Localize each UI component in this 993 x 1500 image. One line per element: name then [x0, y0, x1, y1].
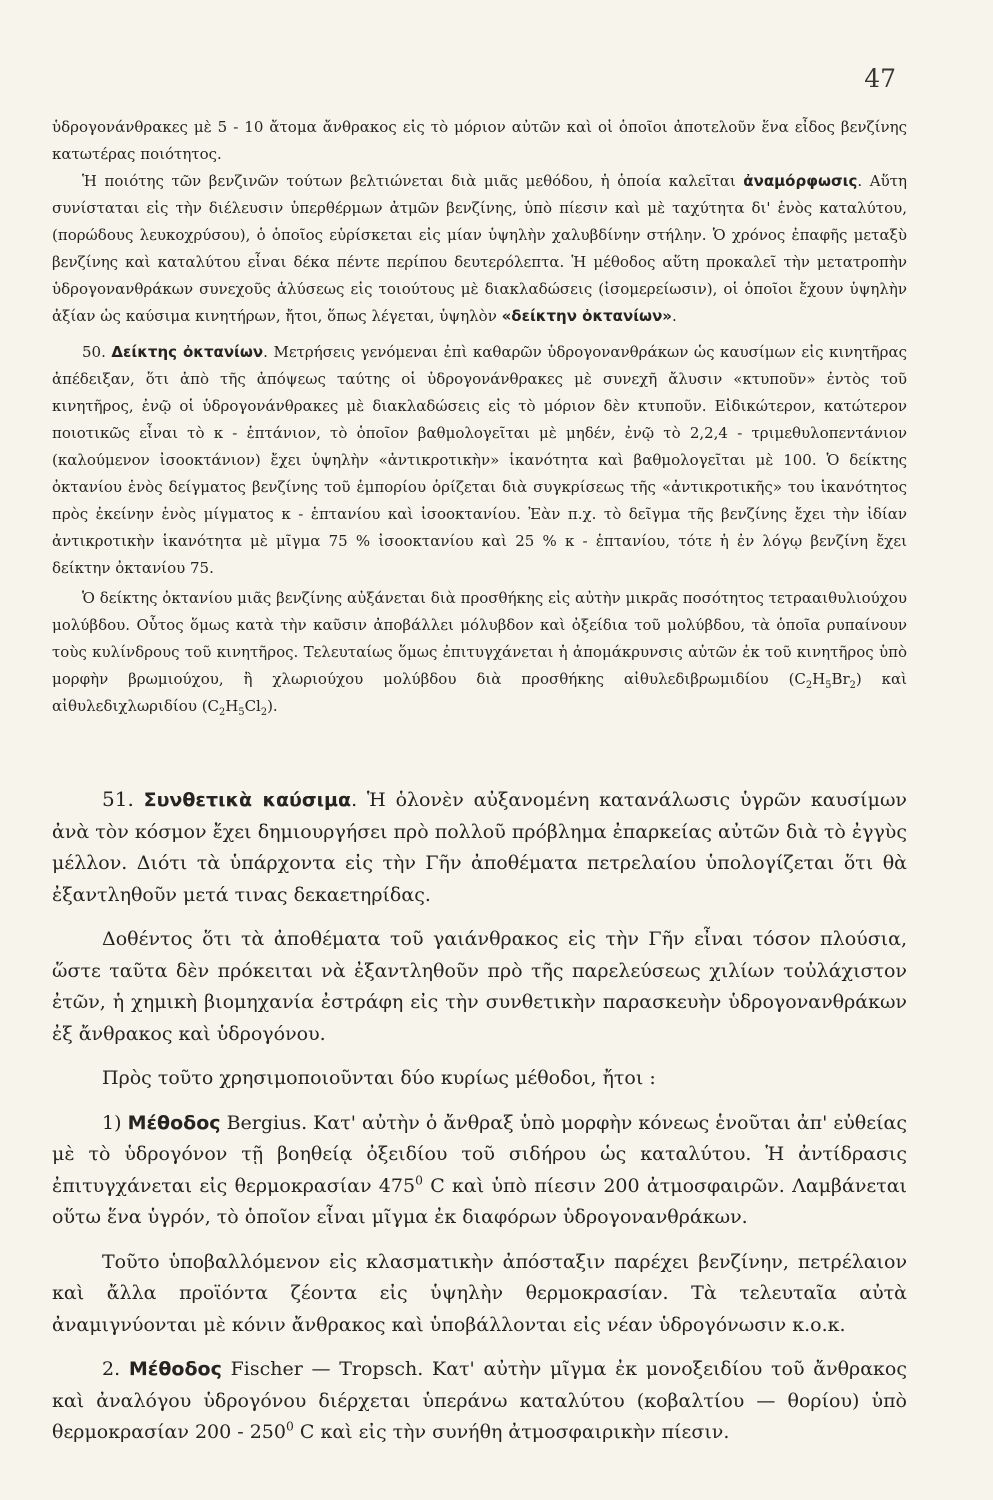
page-number: 47	[864, 64, 896, 93]
section-51-synthetic-fuels: 51. Συνθετικὰ καύσιμα. Ἡ ὁλονὲν αὐξανομένη κατανάλωσις ὑγρῶν καυσίμων ἀνὰ τὸν κόσμον ἔχει δημιουργήσει πρὸ πολλοῦ πρόβλημα ἐπαρκείας αὐτῶν διὰ τὸ ἐγγὺς μέλλον. Διότι τὰ ὑπάρχοντα εἰς τὴν Γῆν ἀποθέματα πετρελαίου ὑπολογίζεται ὅτι θὰ ἐξαντληθοῦν μετά τινας δεκαετηρίδας.	[52, 787, 907, 906]
section-51-title: Συνθετικὰ καύσιμα	[143, 789, 352, 811]
paragraph-fractional-distillation: Τοῦτο ὑποβαλλόμενον εἰς κλασματικὴν ἀπόσταξιν παρέχει βενζίνην, πετρέλαιον καὶ ἄλλα προϊόντα ζέοντα εἰς ὑψηλὴν θερμοκρασίαν. Τὰ τελευταῖα αὐτὰ ἀναμιγνύονται μὲ κόνιν ἄνθρακος καὶ ὑποβάλλονται εἰς νέαν ὑδρογόνωσιν κ.ο.κ.	[52, 1250, 907, 1336]
small-print-section	[52, 114, 907, 720]
paragraph-gasoline-quality: ὑδρογονάνθρακες μὲ 5 - 10 ἄτομα ἄνθρακος εἰς τὸ μόριον αὐτῶν καὶ οἱ ὁποῖοι ἀποτελοῦν ἕνα εἶδος βενζίνης κατωτέρας ποιότητος.	[52, 118, 907, 163]
method-fischer-tropsch-name: Fischer — Tropsch	[230, 1358, 418, 1380]
paragraph-reforming: Ἡ ποιότης τῶν βενζινῶν τούτων βελτιώνεται διὰ μιᾶς μεθόδου, ἡ ὁποία καλεῖται ἀναμόρφωσις. Αὕτη συνίσταται εἰς τὴν διέλευσιν ὑπερθέρμων ἀτμῶν βενζίνης, ὑπὸ πίεσιν καὶ μὲ ταχύτητα δι' ἑνὸς καταλύτου, (πορώδους λευκοχρύσου), ὁ ὁποῖος εὑρίσκεται εἰς μίαν ὑψηλὴν χαλυβδίνην στήλην. Ὁ χρόνος ἐπαφῆς μεταξὺ βενζίνης καὶ καταλύτου εἶναι δέκα πέντε περίπου δευτερόλεπτα. Ἡ μέθοδος αὕτη προκαλεῖ τὴν μετατροπὴν ὑδρογονανθράκων συνεχοῦς ἁλύσεως εἰς τοιούτους μὲ διακλαδώσεις (ἰσομερείωσιν), οἱ ὁποῖοι ἔχουν ὑψηλὴν ἀξίαν ὡς καύσιμα κινητήρων, ἤτοι, ὅπως λέγεται, ὑψηλὸν «δείκτην ὀκτανίων».	[52, 172, 907, 325]
term-octane-index: «δείκτην ὀκτανίων»	[501, 307, 672, 325]
method-fischer-tropsch-title: Μέθοδος	[128, 1358, 222, 1380]
section-50-octane-index: 50. Δείκτης ὀκτανίων. Μετρήσεις γενόμεναι ἐπὶ καθαρῶν ὑδρογονανθράκων ὡς καυσίμων εἰς κινητῆρας ἀπέδειξαν, ὅτι ἀπὸ τῆς ἀπόψεως ταύτης οἱ ὑδρογονάνθρακες μὲ συνεχῆ ἄλυσιν «κτυποῦν» ἐντὸς τοῦ κινητῆρος, ἐνῷ οἱ ὑδρογονάνθρακες μὲ διακλαδώσεις εἰς τὸ μόριον δὲν κτυποῦν. Εἰδικώτερον, κατώτερον ποιοτικῶς εἶναι τὸ κ - ἑπτάνιον, τὸ ὁποῖον βαθμολογεῖται μὲ μηδέν, ἐνῷ τὸ 2,2,4 - τριμεθυλοπεντάνιον (καλούμενον ἰσοοκτάνιον) ἔχει ὑψηλὴν «ἀντικροτικὴν» ἱκανότητα καὶ βαθμολογεῖται μὲ 100. Ὁ δείκτης ὀκτανίου ἑνὸς δείγματος βενζίνης τοῦ ἐμπορίου ὁρίζεται διὰ συγκρίσεως τῆς «ἀντικροτικῆς» του ἱκανότητος πρὸς ἐκείνην ἑνὸς μίγματος κ - ἑπτανίου καὶ ἰσοοκτανίου. Ἐὰν π.χ. τὸ δεῖγμα τῆς βενζίνης ἔχει τὴν ἰδίαν ἀντικροτικὴν ἱκανότητα μὲ μῖγμα 75 % ἰσοοκτανίου καὶ 25 % κ - ἑπτανίου, τότε ἡ ἐν λόγῳ βενζίνη ἔχει δείκτην ὀκτανίου 75.	[52, 343, 907, 577]
main-text-section	[52, 784, 907, 1449]
section-51-number: 51.	[102, 787, 134, 811]
paragraph-coal-reserves: Δοθέντος ὅτι τὰ ἀποθέματα τοῦ γαιάνθρακος εἰς τὴν Γῆν εἶναι τόσον πλούσια, ὥστε ταῦτα δὲν πρόκειται νὰ ἐξαντληθοῦν πρὸ τῆς παρελεύσεως χιλίων τοὐλάχιστον ἐτῶν, ἡ χημικὴ βιομηχανία ἐστράφη εἰς τὴν συνθετικὴν παρασκευὴν ὑδρογονανθράκων ἐξ ἄνθρακος καὶ ὑδρογόνου.	[52, 928, 907, 1045]
section-50-number: 50.	[82, 343, 106, 361]
paragraph-two-methods: Πρὸς τοῦτο χρησιμοποιοῦνται δύο κυρίως μέθοδοι, ἤτοι :	[102, 1067, 656, 1089]
section-50-title: Δείκτης ὀκτανίων	[111, 343, 264, 361]
method-fischer-tropsch: 2. Μέθοδος Fischer — Tropsch. Κατ' αὐτὴν μῖγμα ἐκ μονοξειδίου τοῦ ἄνθρακος καὶ ἀναλόγου ὑδρογόνου διέρχεται ὑπεράνω καταλύτου (κοβαλτίου — θορίου) ὑπὸ θερμοκρασίαν $200 - 250^0$ C καὶ εἰς τὴν συνήθη ἀτμοσφαιρικὴν πίεσιν.	[52, 1358, 908, 1443]
method-bergius-title: Μέθοδος	[127, 1111, 221, 1134]
method-bergius: 1) Μέθοδος Bergius. Κατ' αὐτὴν ὁ ἄνθραξ ὑπὸ μορφὴν κόνεως ἑνοῦται ἀπ' εὐθείας μὲ τὸ ὑδρογόνον τῇ βοηθείᾳ ὀξειδίου τοῦ σιδήρου ὡς καταλύτου. Ἡ ἀντίδρασις ἐπιτυγχάνεται εἰς θερμοκρασίαν $475^0$ C καὶ ὑπὸ πίεσιν 200 ἀτμοσφαιρῶν. Λαμβάνεται οὕτω ἕνα ὑγρόν, τὸ ὁποῖον εἶναι μῖγμα ἐκ διαφόρων ὑδρογονανθράκων.	[52, 1111, 908, 1228]
method-bergius-name: Bergius	[226, 1111, 302, 1134]
term-reforming: ἀναμόρφωσις	[743, 172, 858, 190]
paragraph-lead-additive: Ὁ δείκτης ὀκτανίου μιᾶς βενζίνης αὐξάνεται διὰ προσθήκης εἰς αὐτὴν μικρᾶς ποσότητος τετρααιθυλιούχου μολύβδου. Οὗτος ὅμως κατὰ τὴν καῦσιν ἀποβάλλει μόλυβδον καὶ ὀξείδια τοῦ μολύβδου, τὰ ὁποῖα ρυπαίνουν τοὺς κυλίνδρους τοῦ κινητῆρος. Τελευταίως ὅμως ἐπιτυγχάνεται ἡ ἀπομάκρυνσις αὐτῶν ἐκ τοῦ κινητῆρος ὑπὸ μορφὴν βρωμιούχου, ἢ χλωριούχου μολύβδου διὰ προσθήκης αἰθυλεδιβρωμιδίου $(C_2H_5Br_2)$ καὶ αἰθυλεδιχλωριδίου $(C_2H_5Cl_2)$.	[52, 589, 907, 718]
